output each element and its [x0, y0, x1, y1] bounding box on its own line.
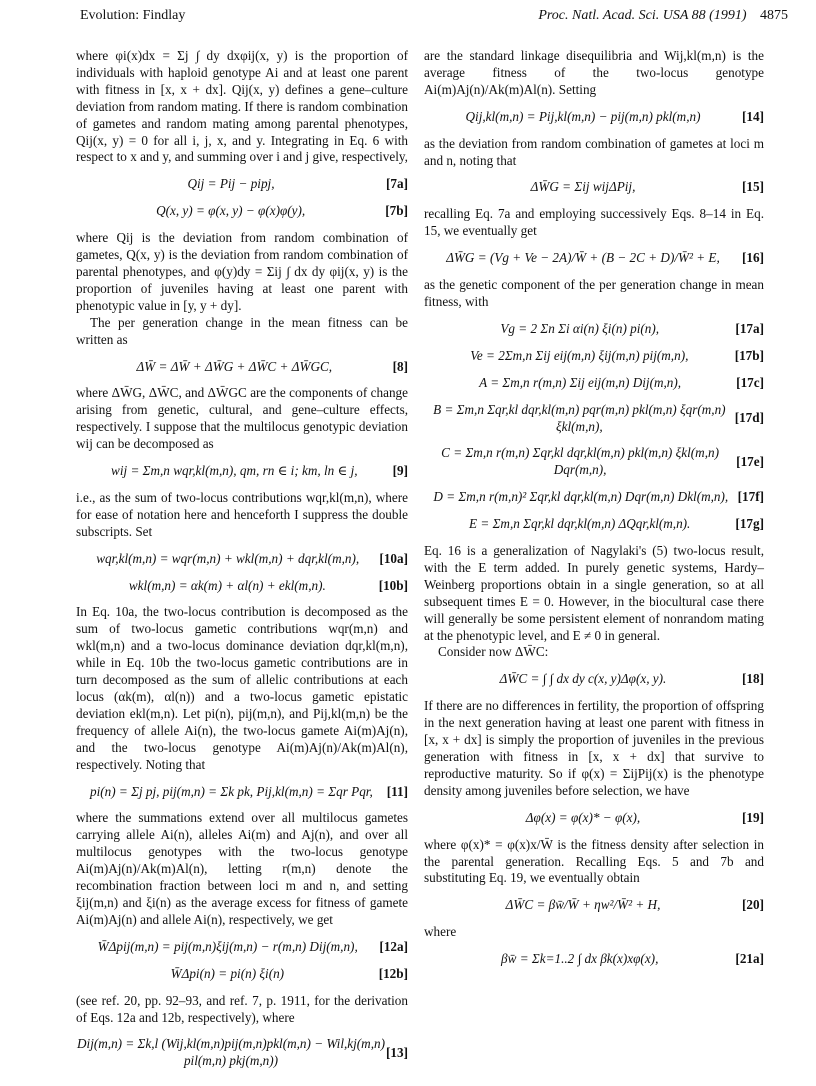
- equation-7b: [76, 203, 408, 220]
- paragraph: recalling Eq. 7a and employing successively Eqs. 8–14 in Eq. 15, we eventually get: [424, 206, 764, 239]
- equation-10a: [76, 551, 408, 568]
- paragraph: where φ(x)* = φ(x)x/W̄ is the fitness density after selection in the parental generation. Recalling Eqs. 5 and 7b and substituting Eq. 19, we eventually obtain: [424, 836, 764, 886]
- paragraph: as the deviation from random combination of gametes at loci m and n, noting that: [424, 135, 764, 168]
- equation-body: W̄Δpi(n) = pi(n) ξi(n): [170, 965, 285, 981]
- equation-body: B = Σm,n Σqr,kl dqr,kl(m,n) pqr(m,n) pkl(m,n) ξqr(m,n) ξkl(m,n),: [433, 401, 726, 434]
- equation-body: βw̄ = Σk=1..2 ∫ dx βk(x)xφ(x),: [501, 951, 659, 967]
- paragraph: where Qij is the deviation from random combination of gametes, Q(x, y) is the deviation from random combination of parental phenotypes, and φ(y)dy = Σij ∫ dx dy φij(x, y) is the proportion of juveniles having at least one parent with phenotypic value in [y, y + dy].: [76, 230, 408, 313]
- equation-body: Dij(m,n) = Σk,l (Wij,kl(m,n)pij(m,n)pkl(m,n) − Wil,kj(m,n) pil(m,n) pkj(m,n)): [77, 1036, 385, 1069]
- equation-17c: [424, 375, 764, 392]
- equation-number: [17a]: [735, 320, 764, 336]
- equation-12b: [76, 966, 408, 983]
- equation-21a: [424, 951, 764, 968]
- equation-number: [9]: [392, 463, 408, 479]
- paragraph: i.e., as the sum of two-locus contributions wqr,kl(m,n), where for ease of notation here and henceforth I suppress the double subscripts. Set: [76, 489, 408, 539]
- paragraph: where ΔW̄G, ΔW̄C, and ΔW̄GC are the components of change arising from genetic, cultural, and gene–culture effects, respectively. I suppose that the multilocus genotypic deviation wij can be decomposed as: [76, 385, 408, 452]
- equation-17b: [424, 348, 764, 365]
- paragraph: where the summations extend over all multilocus gametes carrying allele Ai(n), alleles Ai(m) and Aj(n), and over all multilocus genotypes with the two-locus genotype Ai(m)Aj(n)/Ak(m)Al(n), letting r(m,n) denote the recombination fraction between loci m and n, and setting ξij(m,n) and ξi(n) as the average excess for fitness of gamete Ai(m)Aj(n) and allele Ai(n), respectively, we get: [76, 810, 408, 927]
- equation-7a: [76, 176, 408, 193]
- paragraph: If there are no differences in fertility, the proportion of offspring in the next generation having at least one parent with fitness in [x, x + dx] is simply the proportion of juveniles in the previous generation with fitness in [x, x + dx] that survive to reproductive maturity. So if φ(x) = ΣijPij(x) is the phenotype density among juveniles before selection, we have: [424, 698, 764, 798]
- equation-body: wij = Σm,n wqr,kl(m,n), qm, rn ∈ i; km, ln ∈ j,: [111, 463, 358, 479]
- equation-number: [7b]: [385, 203, 408, 219]
- equation-10b: [76, 578, 408, 595]
- equation-number: [17e]: [736, 453, 764, 469]
- equation-12a: [76, 939, 408, 956]
- equation-body: C = Σm,n r(m,n) Σqr,kl dqr,kl(m,n) pkl(m,n) ξkl(m,n) Dqr(m,n),: [441, 445, 719, 478]
- equation-body: Q(x, y) = φ(x, y) − φ(x)φ(y),: [156, 203, 306, 219]
- equation-17e: [424, 445, 764, 479]
- paragraph: as the genetic component of the per generation change in mean fitness, with: [424, 277, 764, 309]
- equation-body: Δφ(x) = φ(x)* − φ(x),: [525, 809, 641, 825]
- running-header-right: [538, 8, 788, 24]
- equation-number: [13]: [386, 1044, 408, 1060]
- equation-8: [76, 359, 408, 376]
- equation-17g: [424, 516, 764, 533]
- equation-number: [17c]: [736, 374, 764, 390]
- equation-number: [18]: [742, 671, 764, 687]
- equation-number: [10b]: [378, 577, 408, 593]
- paragraph: Consider now ΔW̄C:: [438, 644, 549, 660]
- equation-17d: [424, 402, 764, 436]
- equation-body: E = Σm,n Σqr,kl dqr,kl(m,n) ΔQqr,kl(m,n).: [469, 516, 691, 532]
- equation-body: ΔW̄C = βw̄/W̄ + ηw²/W̄² + H,: [505, 897, 661, 913]
- equation-body: ΔW̄ = ΔW̄ + ΔW̄G + ΔW̄C + ΔW̄GC,: [136, 358, 333, 374]
- equation-body: ΔW̄G = Σij wijΔPij,: [530, 179, 636, 195]
- equation-body: Ve = 2Σm,n Σij eij(m,n) ξij(m,n) pij(m,n),: [470, 347, 689, 363]
- equation-14: [424, 109, 764, 126]
- equation-body: Qij,kl(m,n) = Pij,kl(m,n) − pij(m,n) pkl(m,n): [465, 108, 701, 124]
- equation-body: Vg = 2 Σn Σi αi(n) ξi(n) pi(n),: [500, 320, 660, 336]
- page-number: 4875: [760, 8, 788, 23]
- equation-number: [12b]: [378, 965, 408, 981]
- equation-body: ΔW̄C = ∫ ∫ dx dy c(x, y)Δφ(x, y).: [499, 671, 667, 687]
- equation-20: [424, 897, 764, 914]
- equation-number: [11]: [386, 783, 408, 799]
- equation-17f: [424, 489, 764, 506]
- equation-15: [424, 179, 764, 196]
- equation-number: [14]: [742, 108, 764, 124]
- equation-9: [76, 463, 408, 480]
- equation-number: [10a]: [379, 550, 408, 566]
- equation-number: [17g]: [735, 516, 764, 532]
- paragraph: Eq. 16 is a generalization of Nagylaki's (5) two-locus result, with the E term added. In purely genetic systems, Hardy–Weinberg proportions obtain in a single generation, so at all subsequent times E = 0. However, in the biocultural case there will generally be some persistent element of nonrandom mating at the phenotypic level, and E ≠ 0 in general.: [424, 543, 764, 643]
- equation-number: [16]: [742, 250, 764, 266]
- equation-body: Qij = Pij − pipj,: [187, 176, 275, 192]
- equation-18: [424, 671, 764, 688]
- equation-11: [76, 784, 408, 801]
- running-header-left: Evolution: Findlay: [80, 8, 186, 23]
- equation-number: [17d]: [734, 410, 764, 426]
- equation-number: [17f]: [737, 489, 764, 505]
- journal-citation: Proc. Natl. Acad. Sci. USA 88 (1991): [538, 8, 747, 23]
- equation-number: [20]: [742, 897, 764, 913]
- right-column: [424, 48, 764, 978]
- equation-body: wkl(m,n) = αk(m) + αl(n) + ekl(m,n).: [128, 577, 326, 593]
- equation-16: [424, 250, 764, 267]
- equation-body: D = Σm,n r(m,n)² Σqr,kl dqr,kl(m,n) Dqr(m,n) Dkl(m,n),: [433, 489, 729, 505]
- equation-number: [19]: [742, 809, 764, 825]
- equation-number: [8]: [392, 358, 408, 374]
- equation-body: A = Σm,n r(m,n) Σij eij(m,n) Dij(m,n),: [479, 374, 682, 390]
- paragraph: In Eq. 10a, the two-locus contribution is decomposed as the sum of two-locus gametic contributions wqr(m,n) and wkl(m,n) and a two-locus dominance deviation dqr,kl(m,n), while in Eq. 10b the two-locus gametic contributions are in turn decomposed as the sum of allelic contributions at each locus (αk(m), αl(n)) and a two-locus gametic epistatic deviation ekl(m,n). Let pi(n), pij(m,n), and Pij,kl(m,n) be the frequency of allele Ai(n), the two-locus gamete Ai(m)Aj(n), and the two-locus genotype Ai(m)Aj(n)/Ak(m)Al(n), respectively. Noting that: [76, 604, 408, 772]
- paragraph: where: [424, 924, 457, 940]
- equation-body: pi(n) = Σj pj, pij(m,n) = Σk pk, Pij,kl(m,n) = Σqr Pqr,: [89, 783, 373, 799]
- equation-number: [12a]: [379, 938, 408, 954]
- paragraph: (see ref. 20, pp. 92–93, and ref. 7, p. 1911, for the derivation of Eqs. 12a and 12b, respectively), where: [76, 992, 408, 1025]
- paragraph: are the standard linkage disequilibria and Wij,kl(m,n) is the average fitness of the two-locus genotype Ai(m)Aj(n)/Ak(m)Al(n). Setting: [424, 48, 764, 97]
- paragraph: where φi(x)dx = Σj ∫ dy dxφij(x, y) is the proportion of individuals with haploid genotype Ai and at least one parent with fitness in [x, x + dx]. Qij(x, y) defines a gene–culture deviation from random mating. If there is random combination of gametes and random mating among parental phenotypes, Qij(x, y) = 0 for all i, j, x, and y. Integrating in Eq. 6 with respect to x and y, and summing over i and j give, respectively,: [76, 48, 408, 165]
- equation-number: [21a]: [735, 951, 764, 967]
- equation-number: [15]: [742, 179, 764, 195]
- left-column: [76, 48, 408, 1080]
- equation-number: [7a]: [386, 176, 408, 192]
- equation-body: W̄Δpij(m,n) = pij(m,n)ξij(m,n) − r(m,n) Dij(m,n),: [97, 938, 358, 954]
- equation-17a: [424, 321, 764, 338]
- equation-13: [76, 1036, 408, 1070]
- equation-body: wqr,kl(m,n) = wqr(m,n) + wkl(m,n) + dqr,kl(m,n),: [96, 550, 360, 566]
- equation-number: [17b]: [734, 347, 764, 363]
- equation-body: ΔW̄G = (Vg + Ve − 2A)/W̄ + (B − 2C + D)/W̄² + E,: [446, 250, 720, 266]
- equation-19: [424, 810, 764, 827]
- paragraph: The per generation change in the mean fitness can be written as: [76, 314, 408, 347]
